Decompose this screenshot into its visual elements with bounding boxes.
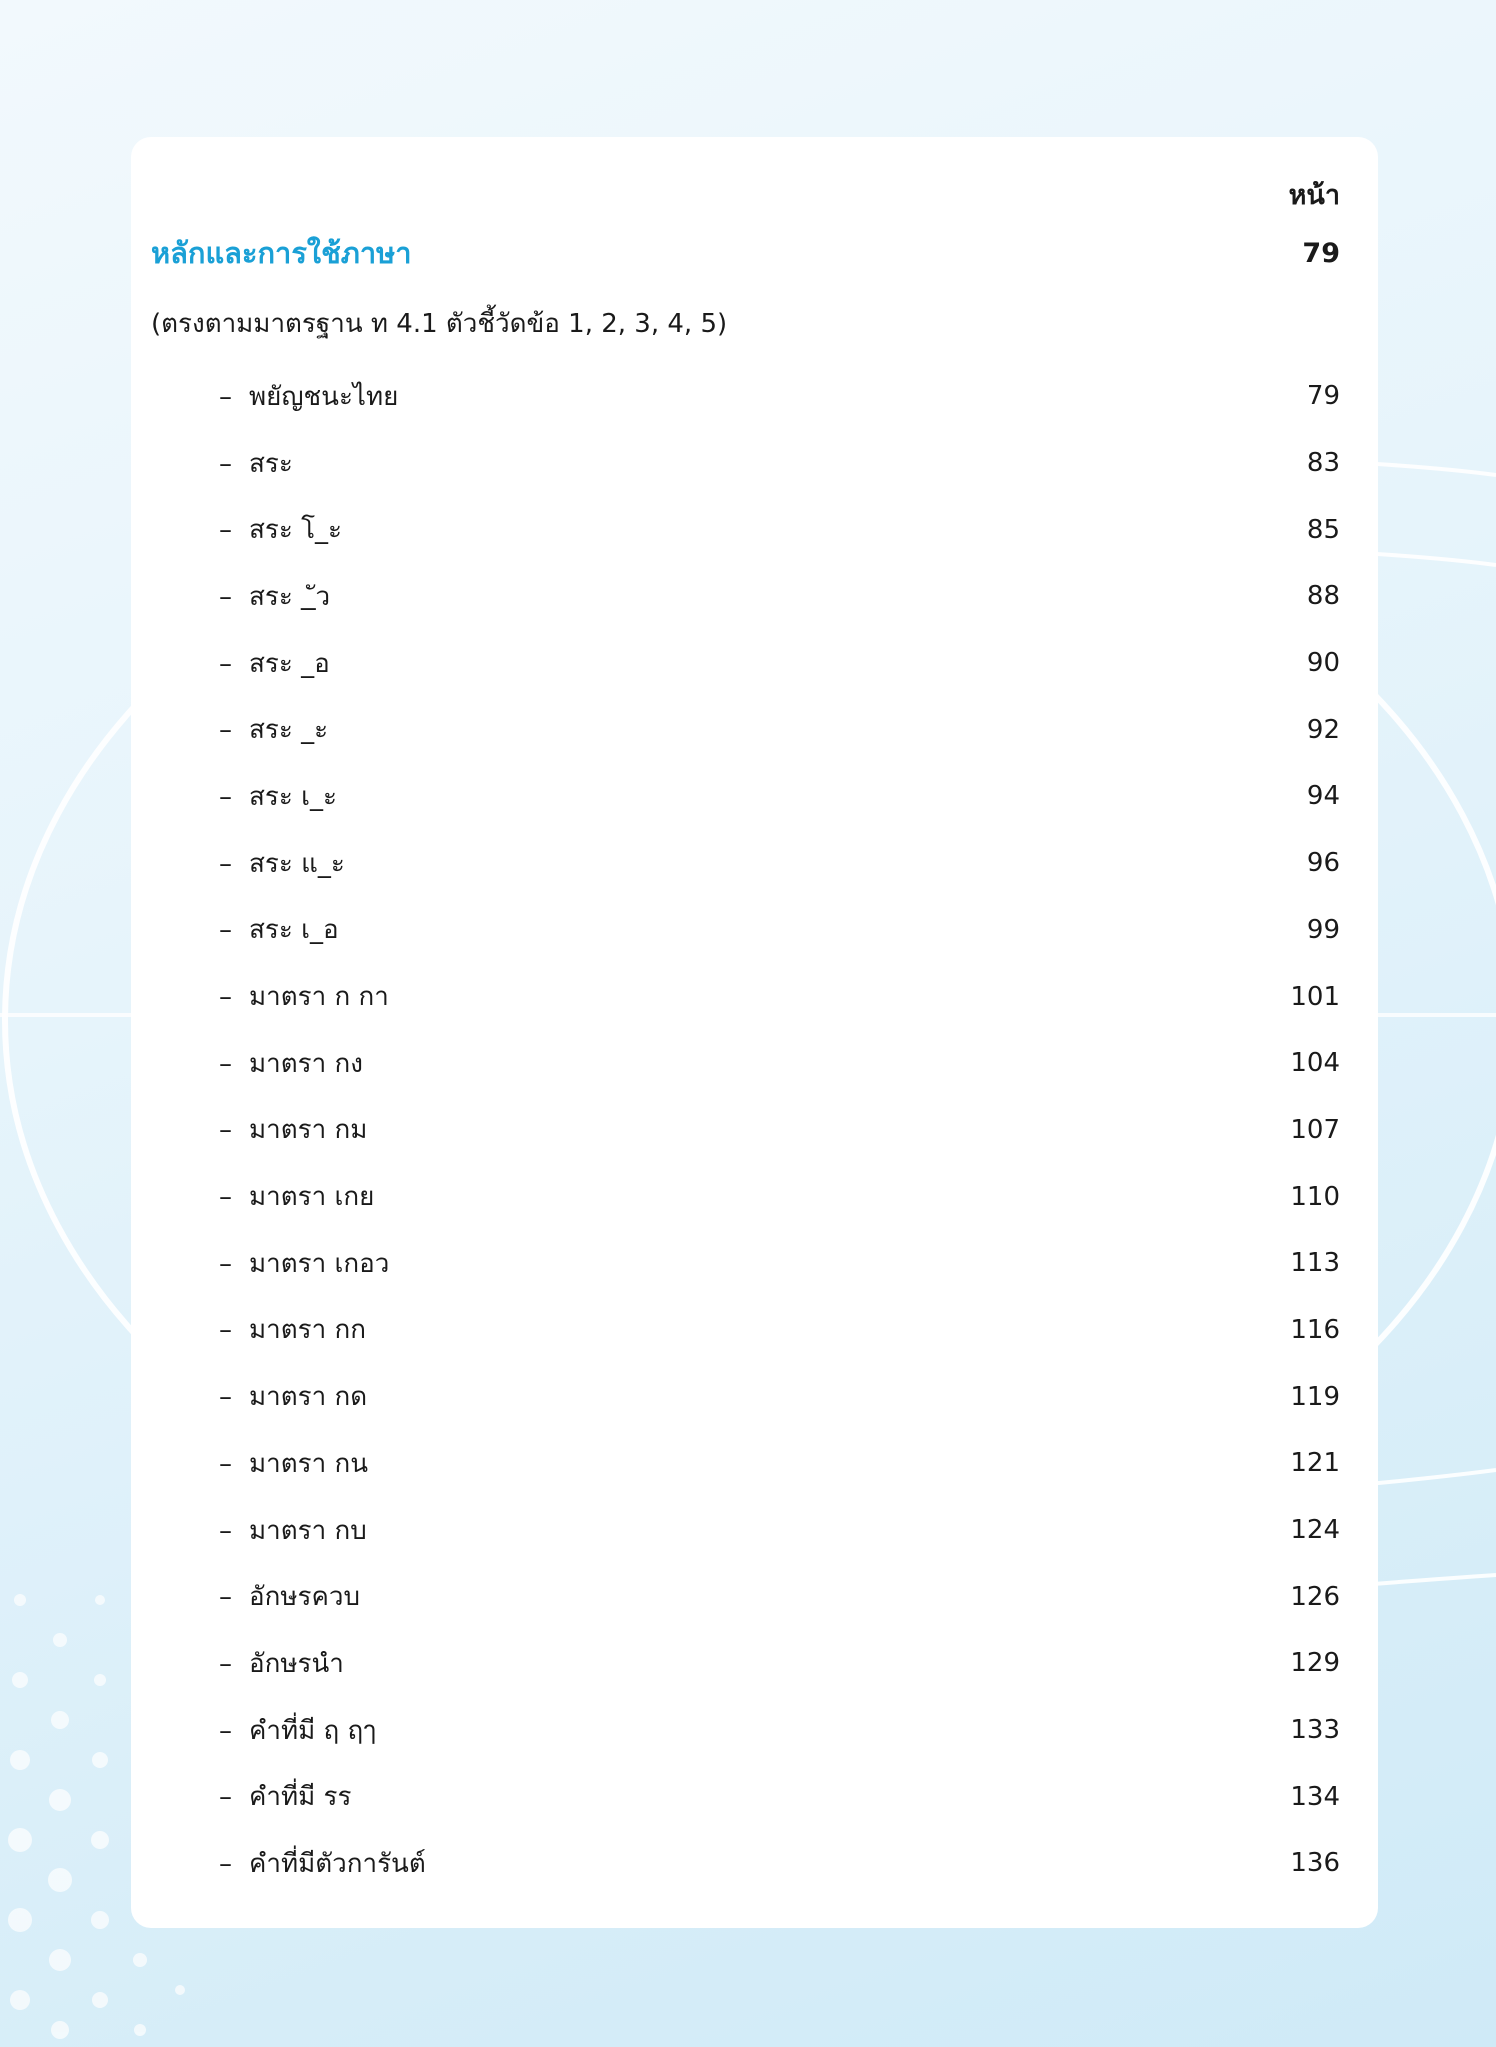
- toc-entry-5[interactable]: [219, 630, 1340, 697]
- toc-entry-page: 79: [1306, 381, 1340, 412]
- dash-bullet: –: [219, 1848, 232, 1879]
- toc-entry-label: มาตรา เกอว: [249, 1248, 390, 1279]
- toc-entry-page: 90: [1306, 648, 1340, 679]
- toc-entry-19[interactable]: [219, 1563, 1340, 1630]
- dash-bullet: –: [219, 381, 232, 412]
- toc-entry-12[interactable]: [219, 1097, 1340, 1164]
- dash-bullet: –: [219, 1115, 232, 1146]
- dash-bullet: –: [219, 648, 232, 679]
- toc-entry-16[interactable]: [219, 1363, 1340, 1430]
- dash-bullet: –: [219, 1182, 232, 1213]
- toc-entry-label: สระ _ะ: [249, 715, 329, 746]
- toc-entry-2[interactable]: [219, 430, 1340, 497]
- toc-entry-label: สระ _อ: [249, 648, 330, 679]
- toc-entry-22[interactable]: [219, 1763, 1340, 1830]
- toc-entry-13[interactable]: [219, 1163, 1340, 1230]
- toc-entry-page: 94: [1306, 781, 1340, 812]
- toc-entry-11[interactable]: [219, 1030, 1340, 1097]
- toc-entry-15[interactable]: [219, 1297, 1340, 1364]
- toc-entry-page: 136: [1290, 1848, 1340, 1879]
- dash-bullet: –: [219, 448, 232, 479]
- toc-entry-8[interactable]: [219, 830, 1340, 897]
- toc-entry-label: คำที่มี รร: [249, 1782, 352, 1813]
- dash-bullet: –: [219, 982, 232, 1013]
- toc-entry-label: มาตรา เกย: [249, 1182, 375, 1213]
- dash-bullet: –: [219, 915, 232, 946]
- toc-entry-9[interactable]: [219, 897, 1340, 964]
- toc-entry-1[interactable]: [219, 363, 1340, 430]
- section-title: หลักและการใช้ภาษา: [151, 236, 412, 270]
- toc-entry-17[interactable]: [219, 1430, 1340, 1497]
- toc-entry-label: สระ _ัว: [249, 581, 331, 612]
- toc-entry-label: สระ: [249, 448, 293, 479]
- toc-entry-page: 124: [1290, 1515, 1340, 1546]
- dash-bullet: –: [219, 1782, 232, 1813]
- toc-entry-10[interactable]: [219, 963, 1340, 1030]
- toc-entry-label: สระ แ_ะ: [249, 848, 345, 879]
- toc-entry-label: คำที่มี ฤ ฤๅ: [249, 1715, 376, 1746]
- section-heading-row[interactable]: [151, 229, 1340, 277]
- dash-bullet: –: [219, 1048, 232, 1079]
- toc-entry-page: 107: [1290, 1114, 1340, 1145]
- dash-bullet: –: [219, 581, 232, 612]
- toc-entry-page: 133: [1290, 1715, 1340, 1746]
- dash-bullet: –: [219, 1648, 232, 1679]
- toc-entry-page: 110: [1290, 1181, 1340, 1212]
- toc-entry-3[interactable]: [219, 496, 1340, 563]
- toc-entry-6[interactable]: [219, 696, 1340, 763]
- toc-entry-label: สระ โ_ะ: [249, 515, 342, 546]
- toc-entry-page: 113: [1290, 1248, 1340, 1279]
- toc-entry-7[interactable]: [219, 763, 1340, 830]
- toc-entry-page: 92: [1306, 714, 1340, 745]
- toc-entry-label: อักษรนำ: [249, 1648, 344, 1679]
- toc-entry-page: 134: [1290, 1781, 1340, 1812]
- dash-bullet: –: [219, 1715, 232, 1746]
- toc-list: [219, 363, 1340, 1897]
- toc-entry-page: 96: [1306, 848, 1340, 879]
- toc-entry-label: มาตรา กน: [249, 1448, 368, 1479]
- toc-entry-page: 116: [1290, 1314, 1340, 1345]
- toc-entry-4[interactable]: [219, 563, 1340, 630]
- section-page-number: 79: [1302, 237, 1340, 269]
- toc-card: [131, 137, 1378, 1928]
- toc-entry-page: 121: [1290, 1448, 1340, 1479]
- dash-bullet: –: [219, 781, 232, 812]
- toc-entry-page: 88: [1306, 581, 1340, 612]
- dash-bullet: –: [219, 1382, 232, 1413]
- toc-entry-page: 83: [1306, 448, 1340, 479]
- toc-entry-page: 126: [1290, 1581, 1340, 1612]
- dash-bullet: –: [219, 848, 232, 879]
- toc-entry-20[interactable]: [219, 1630, 1340, 1697]
- dash-bullet: –: [219, 515, 232, 546]
- toc-entry-label: สระ เ_อ: [249, 915, 339, 946]
- toc-entry-page: 99: [1306, 914, 1340, 945]
- toc-entry-18[interactable]: [219, 1497, 1340, 1564]
- toc-entry-label: มาตรา กก: [249, 1315, 366, 1346]
- toc-entry-label: มาตรา กง: [249, 1048, 363, 1079]
- toc-entry-page: 85: [1306, 514, 1340, 545]
- toc-entry-label: มาตรา กม: [249, 1115, 368, 1146]
- toc-entry-page: 104: [1290, 1048, 1340, 1079]
- toc-entry-page: 129: [1290, 1648, 1340, 1679]
- dash-bullet: –: [219, 1448, 232, 1479]
- dash-bullet: –: [219, 1248, 232, 1279]
- dash-bullet: –: [219, 1315, 232, 1346]
- toc-entry-label: มาตรา กบ: [249, 1515, 367, 1546]
- toc-entry-14[interactable]: [219, 1230, 1340, 1297]
- toc-entry-23[interactable]: [219, 1830, 1340, 1897]
- dash-bullet: –: [219, 1582, 232, 1613]
- toc-entry-label: อักษรควบ: [249, 1582, 360, 1613]
- toc-entry-page: 101: [1290, 981, 1340, 1012]
- toc-entry-page: 119: [1290, 1381, 1340, 1412]
- toc-entry-21[interactable]: [219, 1697, 1340, 1764]
- page-column-header: หน้า: [1288, 180, 1340, 211]
- dash-bullet: –: [219, 715, 232, 746]
- toc-entry-label: พยัญชนะไทย: [249, 381, 399, 412]
- toc-entry-label: มาตรา ก กา: [249, 982, 389, 1013]
- toc-entry-label: คำที่มีตัวการันต์: [249, 1848, 426, 1879]
- dash-bullet: –: [219, 1515, 232, 1546]
- toc-entry-label: มาตรา กด: [249, 1382, 368, 1413]
- standard-note: (ตรงตามมาตรฐาน ท 4.1 ตัวชี้วัดข้อ 1, 2, 3, 4, 5): [151, 308, 728, 339]
- toc-entry-label: สระ เ_ะ: [249, 781, 337, 812]
